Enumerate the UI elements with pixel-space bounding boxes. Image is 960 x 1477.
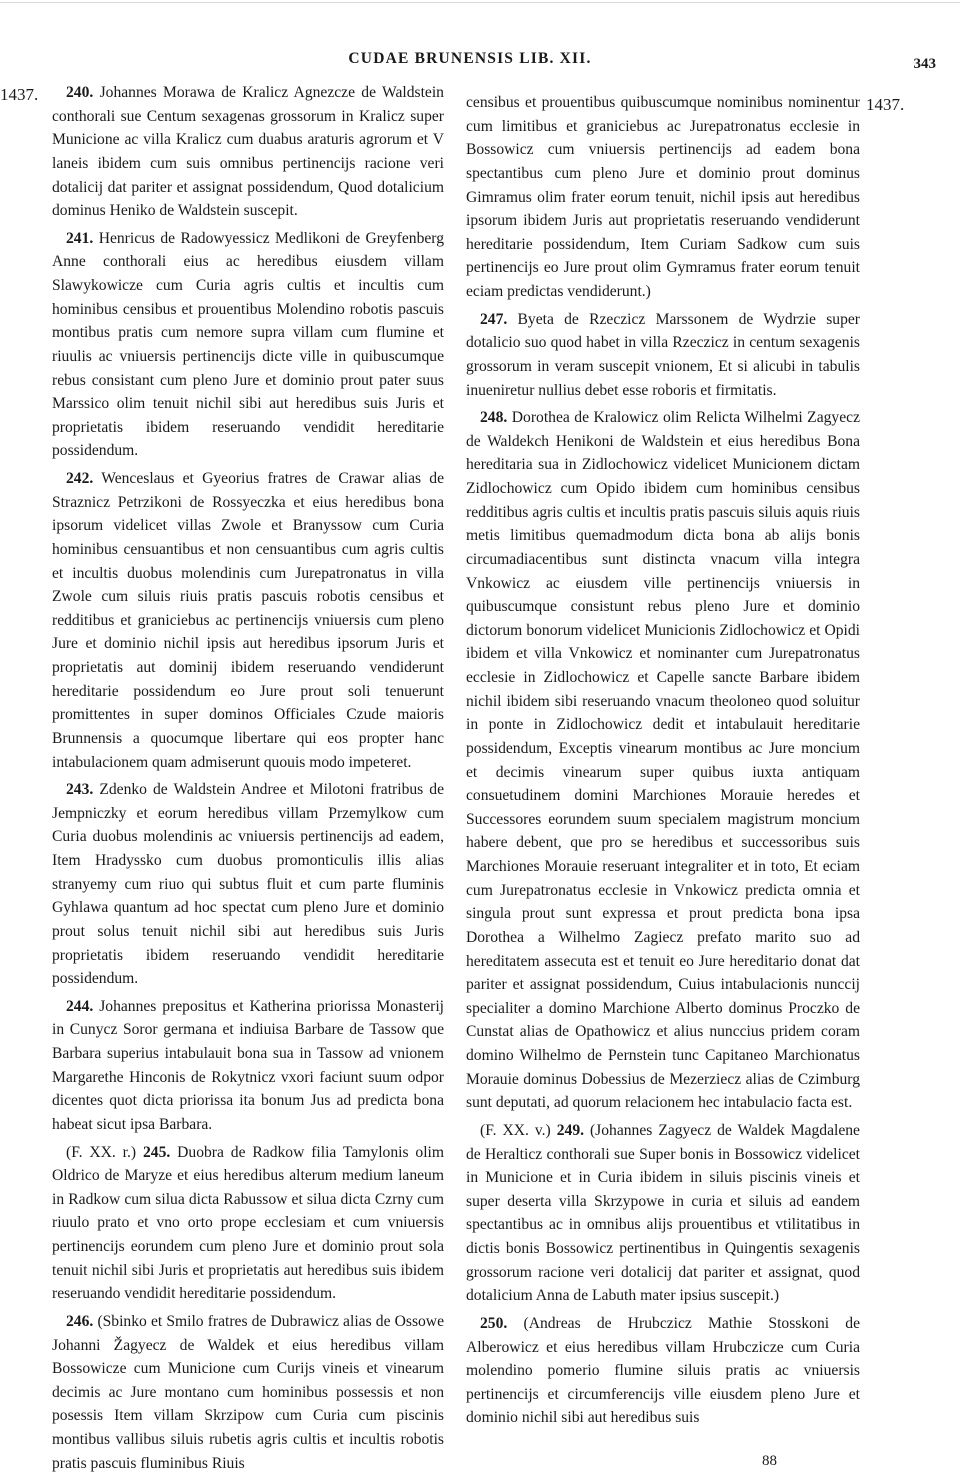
entry-text: Dorothea de Kralowicz olim Relicta Wilhelmi Zagyecz de Waldekch Henikoni de Waldstein et eius heredibus Bona hereditaria sua in Zidlochowicz videlicet Municionem dictam Zidlochowicz cum Opido ibidem cum hominibus censibus redditibus agris cultis et incultis pratis pascuis siluis aquis riuis metis limitibus quemadmodum dicta bona ab alijs bonis circumadiacentibus sunt distincta vnacum villa integra Vnkowicz ac eiusdem ville pertinencijs vniuersis in quibuscumque consistunt rebus pleno Jure et dominio dictorum bonorum videlicet Municionis Zidlochowicz et Opidi ibidem et villa Vnkowicz et nominanter cum Jurepatronatus ecclesie in Zidlochowicz et Capelle sancte Barbare ibidem nichil ibidem sibi reseruando vnacum theoloneo quod soluitur in ponte in Zidlochowicz dedit et intabulauit hereditarie possidendum, Exceptis vinearum montibus ac Jure moncium et decimis vinearum super quibus iuxta antiquam consuetudinem domini Marchiones Morauie heredes et Successores eorundem suum specialem magistrum moncium habere debent, que pro se heredibus et successoribus suis Marchiones Morauie reseruant integraliter et in toto, Et eciam cum Jurepatronatus ecclesie in Vnkowicz predicta omnia et singula prout sunt expressa et prout predicta bona ipsa Dorothea a Wilhelmo Zagiecz prefato marito suo ad hereditatem assecuta est et tenuit eo Jure hereditario donat dat pariter et assignat possidendum, Cuius intabulacionis nunccij specialiter a domino Marchione Alberto dominus Proczko de Cunstat alias de Opathowicz et alius nunccius pridem coram domino Wilhelmo de Pernstein tunc Capitaneo Marchionatus Morauie dominus Dobessius de Mezerziecz alias de Czimburg sunt deputati, ad quorum relacionem hec intabulacio facta est. [466,409,860,1112]
entry-paragraph [52,227,444,463]
entry-number: 247. [480,310,508,328]
entry-text: Byeta de Rzeczicz Marssonem de Wydrzie super dotalicio suo quod habet in villa Rzeczicz in centum sexagenis grossorum in veram suscepit vnionem, Et si alicubi in tabulis inueniretur nullius debet esse roboris et firmitatis. [466,310,860,399]
entry-number: 240. [66,84,94,101]
entry-text: Johannes prepositus et Katherina priorissa Monasterij in Cunycz Soror germana et indiuisa Barbare de Tassow que Barbara superius intabulauit bona sua in Tassow ad vnionem Margarethe Hinconis de Rokytnicz vxori faciunt suum odpor dicentes quot dicta priorissa ita bonum Jus ad predicta bona habeat sicut ipsa Barbara. [52,997,444,1133]
entry-number: 242. [66,470,94,487]
entry-number: 249. [556,1121,585,1139]
entry-paragraph [466,308,860,403]
entry-paragraph [52,1141,444,1306]
entry-text: censibus et prouentibus quibuscumque nominibus nominentur cum limitibus et graniciebus ac Jurepatronatus ecclesie in Bossowicz cum vniuersis pertinencijs ad eadem bona spectantibus cum pleno Jure et dominio prout dominus Gimramus olim frater eorum tenuit, nichil ipsis aut heredibus ipsorum ibidem Juris aut proprietatis reseruando vendiderunt hereditarie possidendum, Item Curiam Sadkow cum suis pertinencijs eo Jure prout olim Gymramus frater eorum tenuit eciam predictas vendiderunt.) [466,94,860,300]
entry-number: 250. [480,1314,508,1332]
entry-text: (Sbinko et Smilo fratres de Dubrawicz alias de Ossowe Johanni Žagyecz de Waldek et eius heredibus villam Bossowicze cum Municione cum Curijs vineis et vinearum decimis ac Jure montano cum hominibus possessis et non posessis Item villam Skrzipow cum Curia cum piscinis montibus vallibus siluis rubetis agris cultis et incultis robotis pratis pascuis fluminibus Riuis [52,1312,444,1472]
folio-reference: (F. XX. r.) [66,1143,143,1161]
entry-text: Zdenko de Waldstein Andree et Milotoni fratribus de Jempniczky et eorum heredibus villam Przemylkow cum Curia duobus molendinis ac vniuersis pertinencijs ad eadem, Item Hradyssko cum duobus promonticulis illis alias stranyemy cum riuo qui subtus fluit et cum parte fluminis Gyhlawa quantum ad hoc spectat cum pleno Jure et dominio prout solus tenuit nichil sibi aut heredibus suis Juris proprietatis ibidem reseruando vendidit hereditarie possidendum. [52,781,444,988]
entry-paragraph [466,1119,860,1308]
running-title: CUDAE BRUNENSIS LIB. XII. [348,50,592,67]
left-column [52,81,444,1475]
entry-text: Henricus de Radowyessicz Medlikoni de Greyfenberg Anne conthorali eius ac heredibus eiusdem villam Slawykowicze cum Curia agris cultis et incultis cum hominibus censibus et prouentibus Molendino robotis pascuis montibus pratis cum nemore supra villam cum flumine et riuulis ac vniuersis pertinencijs dicte ville in quibuscumque rebus consistant cum pleno Jure et dominio prout pater suus Marssico olim tenuit nichil sibi aut heredibus suis Juris et proprietatis ibidem reseruando vendidit hereditarie possidendum. [52,229,444,460]
margin-year-left: 1437. [0,85,39,104]
entry-paragraph [466,1312,860,1430]
entry-number: 244. [66,997,94,1015]
folio-reference: (F. XX. v.) [480,1121,557,1139]
page-header [0,50,960,74]
entry-text: Wenceslaus et Gyeorius fratres de Crawar alias de Straznicz Petrzikoni de Rossyeczka et eius heredibus bona ipsorum videlicet villas Zwole et Branyssow cum Curia hominibus censuantibus et non censuantibus cum agris cultis et incultis duobus molendinis cum Jurepatronatus in villa Zwole cum siluis riuis pratis pascuis robotis censibus et redditibus et graniciebus ac pertinencijs vniuersis cum pleno Jure et dominio nichil ipsis aut heredibus ipsorum Juris et proprietatis aut dominij ibidem reseruando vendiderunt hereditarie possidendum eo Jure prout soli tenuerunt promittentes in super dominos Officiales Czude maioris Brunnensis a quocumque libertare qui eos propter hanc intabulacionem quam admiserunt quouis modo impeteret. [52,470,444,771]
entry-text: Duobra de Radkow filia Tamylonis olim Oldrico de Maryze et eius heredibus alterum medium laneum in Radkow cum silua dicta Rabussow et silua dicta Czrny cum riuulo prato et vno orto prope ecclesiam et cum vniuersis pertinencijs eorundem cum pleno Jure et dominio prout sola tenuit nichil sibi Juris et proprietatis aut heredibus suis ibidem reseruando vendidit hereditarie possidendum. [52,1143,444,1303]
entry-number: 243. [66,781,94,799]
entry-text: (Andreas de Hrubczicz Mathie Stosskoni de Alberowicz et eius heredibus villam Hrubczicze cum Curia molendino pomerio flumine siluis pratis ac vniuersis pertinencijs et circumferencijs ville eiusdem pleno Jure et dominio nichil sibi aut heredibus suis [466,1314,860,1427]
entry-paragraph [52,995,444,1137]
margin-year-right: 1437. [866,95,905,114]
entry-paragraph [466,406,860,1115]
entry-number: 245. [142,1143,171,1161]
entry-text: (Johannes Zagyecz de Waldek Magdalene de Heralticz conthorali sue Super bonis in Bossowicz videlicet in Municione et in Curia ibidem in siluis piscinis vineis et super deserta villa Skrzypowe in curia et siluis ad eandem spectantibus ac in omnibus alijs prouentibus et vtilitatibus in dictis bonis Bossowicz pertinentibus in Quingentis sexagenis grossorum racione veri dotalicij dat pariter et assignat, quod dotalicium Anna de Labuth mater ipsius suscepit.) [466,1121,860,1305]
entry-text: Johannes Morawa de Kralicz Agnezcze de Waldstein conthorali sue Centum sexagenas grossorum in Kralicz super Municione ac villa Kralicz cum duabus araturis agrorum et V laneis ibidem cum suis omnibus pertinencijs racione veri dotalicij dat pariter et assignat possidendum, Quod dotalicium dominus Heniko de Waldstein suscepit. [52,84,444,220]
entry-number: 248. [480,409,508,427]
right-column [466,91,860,1430]
entry-paragraph [466,91,860,304]
entry-paragraph [52,467,444,774]
entry-number: 241. [66,229,94,247]
entry-paragraph [52,81,444,223]
entry-paragraph [52,778,444,991]
scan-edge-line [0,2,960,3]
entry-paragraph [52,1310,444,1475]
page-number: 343 [913,56,936,72]
signature-mark: 88 [762,1453,777,1469]
entry-number: 246. [66,1312,94,1330]
